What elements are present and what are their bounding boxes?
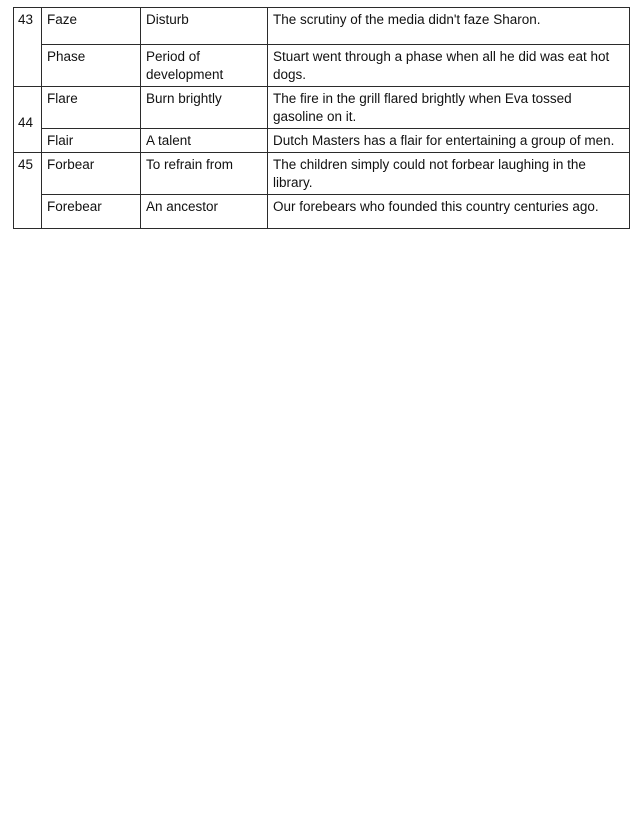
- document-page: [13, 7, 629, 229]
- word-cell: Flare: [42, 87, 141, 129]
- entry-number: 44: [18, 114, 34, 130]
- entry-number: 43: [14, 8, 42, 45]
- table-row: [14, 195, 630, 229]
- meaning-cell: Period of development: [141, 45, 268, 87]
- homophones-table: [13, 7, 630, 229]
- entry-number: [14, 195, 42, 229]
- table-row: [14, 129, 630, 153]
- meaning-cell: To refrain from: [141, 153, 268, 195]
- example-cell: The children simply could not forbear laughing in the library.: [268, 153, 630, 195]
- table-row: [14, 87, 630, 129]
- table-row: [14, 8, 630, 45]
- word-cell: Phase: [42, 45, 141, 87]
- table-row: [14, 45, 630, 87]
- meaning-cell: Burn brightly: [141, 87, 268, 129]
- meaning-cell: An ancestor: [141, 195, 268, 229]
- entry-number-cell: [14, 114, 42, 153]
- word-cell: Forebear: [42, 195, 141, 229]
- example-cell: Dutch Masters has a flair for entertaining a group of men.: [268, 129, 630, 153]
- example-cell: Stuart went through a phase when all he did was eat hot dogs.: [268, 45, 630, 87]
- word-cell: Faze: [42, 8, 141, 45]
- meaning-cell: A talent: [141, 129, 268, 153]
- example-cell: The scrutiny of the media didn't faze Sharon.: [268, 8, 630, 45]
- meaning-cell: Disturb: [141, 8, 268, 45]
- word-cell: Forbear: [42, 153, 141, 195]
- entry-number: 45: [14, 153, 42, 195]
- word-cell: Flair: [42, 129, 141, 153]
- table-row: [14, 153, 630, 195]
- example-cell: The fire in the grill flared brightly when Eva tossed gasoline on it.: [268, 87, 630, 129]
- example-cell: Our forebears who founded this country centuries ago.: [268, 195, 630, 229]
- entry-number: [14, 45, 42, 87]
